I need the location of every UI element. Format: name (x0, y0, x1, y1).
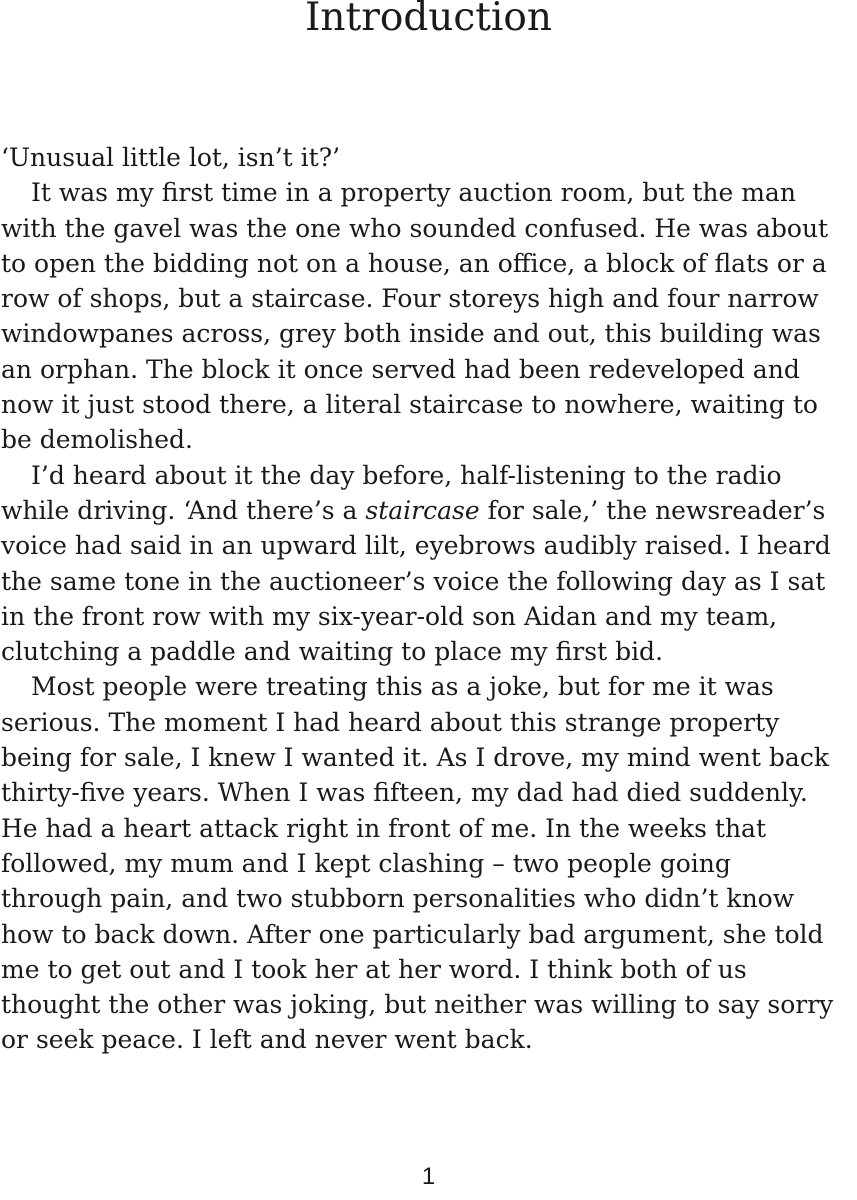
text-line: the same tone in the auctioneer’s voice the following day as I sat (1, 566, 826, 596)
text-line: serious. The moment I had heard about this strange property (1, 707, 780, 737)
text-line: followed, my mum and I kept clashing – two people going (1, 848, 731, 878)
text-line: clutching a paddle and waiting to place my first bid. (1, 637, 664, 667)
text-line: or seek peace. I left and never went back. (1, 1025, 533, 1055)
text-line: how to back down. After one particularly bad argument, she told (1, 919, 824, 949)
text-segment: for sale,’ the newsreader’s (479, 495, 826, 525)
page-title: Introduction (305, 0, 552, 40)
text-line: He had a heart attack right in front of me. In the weeks that (1, 813, 767, 843)
text-line: row of shops, but a staircase. Four storeys high and four narrow (1, 284, 819, 314)
text-line: an orphan. The block it once served had been redeveloped and (1, 354, 800, 384)
page-number: 1 (421, 1163, 436, 1190)
text-line: Most people were treating this as a joke, but for me it was (31, 672, 774, 702)
text-line: thirty-five years. When I was fifteen, my dad had died suddenly. (1, 778, 808, 808)
text-line: thought the other was joking, but neither was willing to say sorry (1, 990, 834, 1020)
text-line: to open the bidding not on a house, an office, a block of flats or a (1, 248, 827, 278)
text-line: be demolished. (1, 425, 193, 455)
text-line: It was my first time in a property auction room, but the man (31, 178, 796, 208)
text-segment: while driving. ‘And there’s a (1, 495, 366, 525)
text-line: I’d heard about it the day before, half-listening to the radio (31, 460, 782, 490)
text-line: windowpanes across, grey both inside and out, this building was (1, 319, 821, 349)
text-line: with the gavel was the one who sounded confused. He was about (1, 213, 829, 243)
body-text (1, 140, 857, 1058)
text-line: in the front row with my six-year-old son Aidan and my team, (1, 601, 778, 631)
text-line: ‘Unusual little lot, isn’t it?’ (1, 143, 341, 172)
text-line: through pain, and two stubborn personalities who didn’t know (1, 884, 795, 914)
italic-word: staircase (365, 495, 480, 525)
text-line: being for sale, I knew I wanted it. As I drove, my mind went back (1, 743, 829, 773)
text-line: now it just stood there, a literal staircase to nowhere, waiting to (1, 390, 818, 420)
text-line: voice had said in an upward lilt, eyebrows audibly raised. I heard (1, 531, 831, 561)
text-line (1, 493, 857, 528)
text-line: me to get out and I took her at her word. I think both of us (1, 954, 747, 984)
